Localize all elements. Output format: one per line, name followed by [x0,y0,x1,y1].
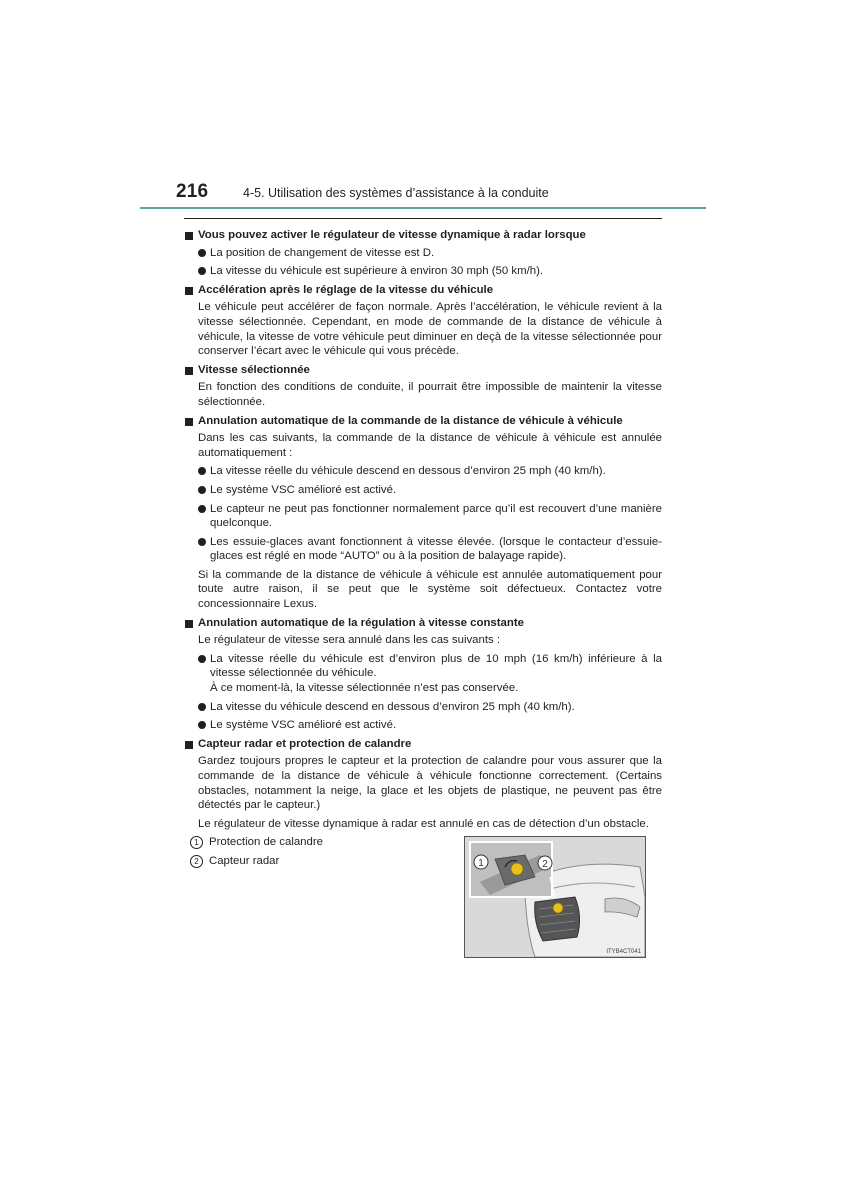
list-item: La vitesse du véhicule est supérieure à environ 30 mph (50 km/h). [198,264,662,279]
legend-item: 2 Capteur radar [190,854,662,869]
bullet-icon [198,538,206,546]
callout-2: 2 [542,859,548,870]
car-drawing [465,837,645,957]
legend-item: 1 Protection de calandre [190,835,662,850]
list-item: La position de changement de vitesse est D. [198,246,662,261]
square-bullet-icon [185,418,193,426]
section-title: Annulation automatique de la régulation à vitesse constante [184,616,662,631]
circled-number: 2 [190,855,203,868]
square-bullet-icon [185,367,193,375]
section-activation [184,228,662,279]
section-title: Capteur radar et protection de calandre [184,737,662,752]
paragraph: Le régulateur de vitesse sera annulé dans les cas suivants : [198,634,501,647]
page-content [184,228,662,873]
list-item: La vitesse du véhicule descend en dessous d’environ 25 mph (40 km/h). [198,700,662,715]
circled-number: 1 [190,836,203,849]
list-item: Le système VSC amélioré est activé. [198,718,662,733]
section-acceleration [184,283,662,359]
bullet-icon [198,703,206,711]
figure-code: ITYB4CT041 [606,949,641,955]
callout-1: 1 [478,858,484,869]
section-distance-cancel [184,414,662,612]
list-item: La vitesse réelle du véhicule descend en dessous d’environ 25 mph (40 km/h). [198,464,662,479]
list-item: Le capteur ne peut pas fonctionner normalement parce qu’il est recouvert d’une manière quelconque. [198,502,662,531]
bullet-icon [198,467,206,475]
section-title: Accélération après le réglage de la vitesse du véhicule [184,283,662,298]
bullet-icon [198,505,206,513]
square-bullet-icon [185,741,193,749]
list-item: La vitesse réelle du véhicule est d’environ plus de 10 mph (16 km/h) inférieure à la vitesse sélectionnée du véhicule. À ce moment-là, la vitesse sélectionnée n’est pas conservée. [198,652,662,696]
list-item: Le système VSC amélioré est activé. [198,483,662,498]
list-item-continuation: À ce moment-là, la vitesse sélectionnée n’est pas conservée. [210,682,519,695]
bullet-icon [198,267,206,275]
paragraph: Gardez toujours propres le capteur et la protection de calandre pour vous assurer que la commande de la distance de véhicule à véhicule fonctionne correctement. (Certains obstacles, notamment la neige, la glace et les objets de plastique, ne peuvent pas être détectés par le capteur.) [198,755,662,812]
bullet-icon [198,655,206,663]
paragraph: En fonction des conditions de conduite, il pourrait être impossible de maintenir la vitesse sélectionnée. [198,381,662,408]
paragraph: Si la commande de la distance de véhicule à véhicule est annulée automatiquement pour toute autre raison, il se peut que le système soit défectueux. Contactez votre concessionnaire Lexus. [198,568,662,611]
square-bullet-icon [185,232,193,240]
car-front-illustration [464,836,646,958]
paragraph: Le véhicule peut accélérer de façon normale. Après l’accélération, le véhicule revient à la vitesse sélectionnée. Cependant, en mode de commande de la distance de véhicule à véhicule, la vitesse de votre véhicule peut diminuer en deçà de la vitesse sélectionnée pour conserver l’écart avec le véhicule qui vous précède. [198,301,662,358]
section-title: Vous pouvez activer le régulateur de vitesse dynamique à radar lorsque [184,228,662,243]
section-cruise-cancel [184,616,662,733]
bullet-icon [198,249,206,257]
paragraph: Le régulateur de vitesse dynamique à radar est annulé en cas de détection d’un obstacle. [198,817,649,830]
section-radar-sensor [184,737,662,832]
section-title: Annulation automatique de la commande de la distance de véhicule à véhicule [184,414,662,429]
paragraph: Dans les cas suivants, la commande de la distance de véhicule à véhicule est annulée automatiquement : [198,432,662,459]
square-bullet-icon [185,620,193,628]
bullet-icon [198,486,206,494]
page-number: 216 [176,181,209,202]
list-item: Les essuie-glaces avant fonctionnent à vitesse élevée. (lorsque le contacteur d’essuie-glaces est réglé en mode “AUTO” ou à la position de balayage rapide). [198,535,662,564]
square-bullet-icon [185,287,193,295]
bullet-icon [198,721,206,729]
section-rule [184,218,662,219]
section-title: Vitesse sélectionnée [184,363,662,378]
header-rule [140,207,706,209]
section-selected-speed [184,363,662,410]
chapter-title: 4-5. Utilisation des systèmes d’assistance à la conduite [243,186,549,200]
